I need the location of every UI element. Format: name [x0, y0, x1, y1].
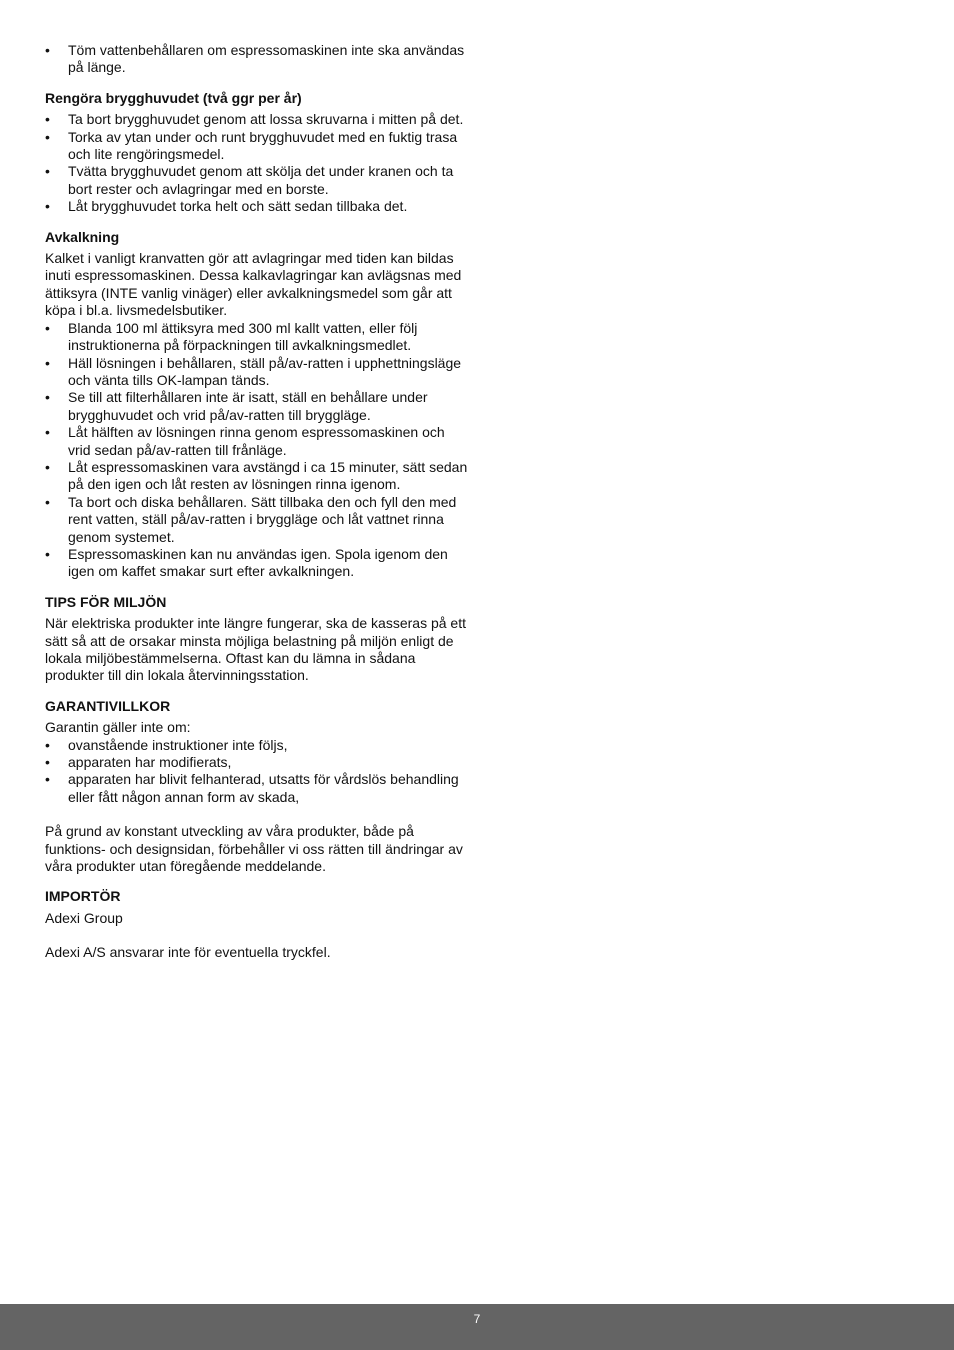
list-item: • Blanda 100 ml ättiksyra med 300 ml kallt vatten, eller följ instruktionerna på förpackningen till avkalkningsmedlet. — [45, 320, 470, 355]
list-item: • Tvätta brygghuvudet genom att skölja det under kranen och ta bort rester och avlagringar med en borste. — [45, 163, 470, 198]
list-item: • ovanstående instruktioner inte följs, — [45, 737, 470, 754]
warranty-heading: GARANTIVILLKOR — [45, 697, 171, 714]
list-item: • Låt hälften av lösningen rinna genom espressomaskinen och vrid sedan på/av-ratten till frånläge. — [45, 424, 470, 459]
descaling-intro: Kalket i vanligt kranvatten gör att avlagringar med tiden kan bildas inuti espressomaskinen. Dessa kalkavlagringar kan avlägsnas med ättiksyra (INTE vanlig vinäger) eller avkalkningsmedel som går att köpa i bl.a. livsmedelsbutiker. — [45, 250, 462, 319]
environment-text: När elektriska produkter inte längre fungerar, ska de kasseras på ett sätt så att de orsakar minsta möjliga belastning på miljön enligt de lokala miljöbestämmelserna. Oftast kan du lämna in sådana produkter till din lokala återvinningsstation. — [45, 615, 466, 684]
list-item: • Låt brygghuvudet torka helt och sätt sedan tillbaka det. — [45, 198, 470, 215]
list-item: • Espressomaskinen kan nu användas igen. Spola igenom den igen om kaffet smakar surt efter avkalkningen. — [45, 546, 470, 581]
list-item: • Ta bort och diska behållaren. Sätt tillbaka den och fyll den med rent vatten, ställ på/av-ratten i bryggläge och låt vattnet rinna genom systemet. — [45, 494, 470, 546]
brew-head-list — [45, 111, 470, 215]
page-number: 7 — [473, 1312, 481, 1326]
spacer — [45, 927, 470, 944]
list-item: • apparaten har modifierats, — [45, 754, 470, 771]
descaling-heading: Avkalkning — [45, 228, 120, 245]
disclaimer-text: Adexi A/S ansvarar inte för eventuella tryckfel. — [45, 944, 331, 961]
warranty-list — [45, 737, 470, 807]
warranty-subtitle: Garantin gäller inte om: — [45, 719, 191, 736]
list-item: • Ta bort brygghuvudet genom att lossa skruvarna i mitten på det. — [45, 111, 470, 128]
descaling-list — [45, 320, 470, 581]
manual-text-column — [45, 42, 470, 962]
importer-name: Adexi Group — [45, 909, 123, 926]
list-item: • Se till att filterhållaren inte är isatt, ställ en behållare under brygghuvudet och vrid på/av-ratten till bryggläge. — [45, 389, 470, 424]
list-item: • Töm vattenbehållaren om espressomaskinen inte ska användas på länge. — [45, 42, 470, 77]
brew-head-heading: Rengöra brygghuvudet (två ggr per år) — [45, 89, 302, 106]
intro-list — [45, 42, 470, 77]
list-item: • Häll lösningen i behållaren, ställ på/av-ratten i upphettningsläge och vänta tills OK-lampan tänds. — [45, 355, 470, 390]
page-footer-bar — [0, 1304, 954, 1350]
list-item: • Torka av ytan under och runt brygghuvudet med en fuktig trasa och lite rengöringsmedel. — [45, 129, 470, 164]
spacer — [45, 806, 470, 823]
list-item: • Låt espressomaskinen vara avstängd i ca 15 minuter, sätt sedan på den igen och låt resten av lösningen rinna igenom. — [45, 459, 470, 494]
environment-heading: TIPS FÖR MILJÖN — [45, 593, 167, 610]
warranty-note: På grund av konstant utveckling av våra produkter, både på funktions- och designsidan, förbehåller vi oss rätten till ändringar av våra produkter utan föregående meddelande. — [45, 823, 463, 875]
importer-heading: IMPORTÖR — [45, 888, 121, 905]
list-item: • apparaten har blivit felhanterad, utsatts för vårdslös behandling eller fått någon annan form av skada, — [45, 771, 470, 806]
